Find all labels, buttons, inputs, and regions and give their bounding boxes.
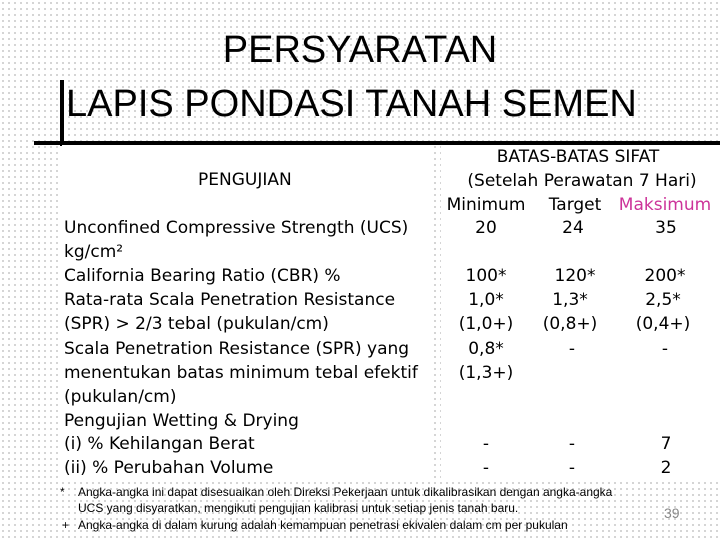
spr-avg-target-equiv: (0,8+) bbox=[542, 314, 598, 334]
row-wetdry-label: Pengujian Wetting & Drying bbox=[64, 411, 299, 431]
spr-avg-max: 2,5* bbox=[645, 290, 681, 310]
limits-header-line-2: (Setelah Perawatan 7 Hari) bbox=[467, 171, 697, 191]
footnote-star-mark: * bbox=[60, 485, 65, 499]
row-cbr-label: California Bearing Ratio (CBR) % bbox=[64, 266, 341, 286]
row-ucs-label-1: Unconfined Compressive Strength (UCS) bbox=[64, 218, 409, 238]
page-title-line-1: PERSYARATAN bbox=[222, 29, 498, 71]
weight-loss-min: - bbox=[482, 434, 490, 454]
col-header-maksimum: Maksimum bbox=[618, 195, 712, 215]
volume-change-target: - bbox=[568, 458, 576, 478]
pengujian-header: PENGUJIAN bbox=[198, 170, 292, 190]
row-spr-avg-label-2: (SPR) > 2/3 tebal (pukulan/cm) bbox=[64, 314, 329, 334]
cbr-max: 200* bbox=[644, 266, 686, 286]
volume-change-max: 2 bbox=[660, 458, 672, 478]
cbr-target: 120* bbox=[554, 266, 596, 286]
col-header-target: Target bbox=[548, 195, 602, 215]
footnote-star-line-2: UCS yang disyaratkan, mengikuti pengujian kalibrasi untuk setiap jenis tanah baru. bbox=[78, 501, 519, 515]
spr-min-min: 0,8* bbox=[468, 339, 504, 359]
page-title-line-2: LAPIS PONDASI TANAH SEMEN bbox=[66, 83, 637, 125]
cbr-min: 100* bbox=[465, 266, 507, 286]
spr-avg-min: 1,0* bbox=[468, 290, 504, 310]
spr-avg-target: 1,3* bbox=[552, 290, 588, 310]
ucs-min: 20 bbox=[475, 218, 497, 238]
footnote-plus-line: Angka-angka di dalam kurung adalah kemampuan penetrasi ekivalen dalam cm per pukulan bbox=[78, 518, 568, 532]
weight-loss-target: - bbox=[568, 434, 576, 454]
title-vertical-rule bbox=[60, 80, 64, 146]
spr-avg-max-equiv: (0,4+) bbox=[635, 314, 691, 334]
row-weight-loss-label: (i) % Kehilangan Berat bbox=[64, 434, 255, 454]
footnote-star-line-1: Angka-angka ini dapat disesuaikan oleh Direksi Pekerjaan untuk dikalibrasikan dengan angka-angka bbox=[78, 485, 613, 499]
limits-header-line-1: BATAS-BATAS SIFAT bbox=[496, 147, 660, 167]
spr-min-min-equiv: (1,3+) bbox=[458, 363, 514, 383]
spr-avg-min-equiv: (1,0+) bbox=[458, 314, 514, 334]
footnote-plus-mark: + bbox=[62, 518, 70, 532]
ucs-max: 35 bbox=[655, 218, 677, 238]
row-spr-avg-label-1: Rata-rata Scala Penetration Resistance bbox=[64, 290, 396, 310]
spr-min-target: - bbox=[568, 339, 576, 359]
row-spr-min-label-2: menentukan batas minimum tebal efektif bbox=[64, 363, 418, 383]
page-number: 39 bbox=[664, 505, 680, 521]
spr-min-max: - bbox=[661, 339, 669, 359]
col-header-minimum: Minimum bbox=[446, 195, 526, 215]
row-volume-change-label: (ii) % Perubahan Volume bbox=[64, 458, 274, 478]
row-ucs-label-2: kg/cm² bbox=[64, 242, 124, 262]
row-spr-min-label-3: (pukulan/cm) bbox=[64, 387, 177, 407]
weight-loss-max: 7 bbox=[660, 434, 672, 454]
volume-change-min: - bbox=[482, 458, 490, 478]
ucs-target: 24 bbox=[562, 218, 584, 238]
row-spr-min-label-1: Scala Penetration Resistance (SPR) yang bbox=[64, 339, 410, 359]
